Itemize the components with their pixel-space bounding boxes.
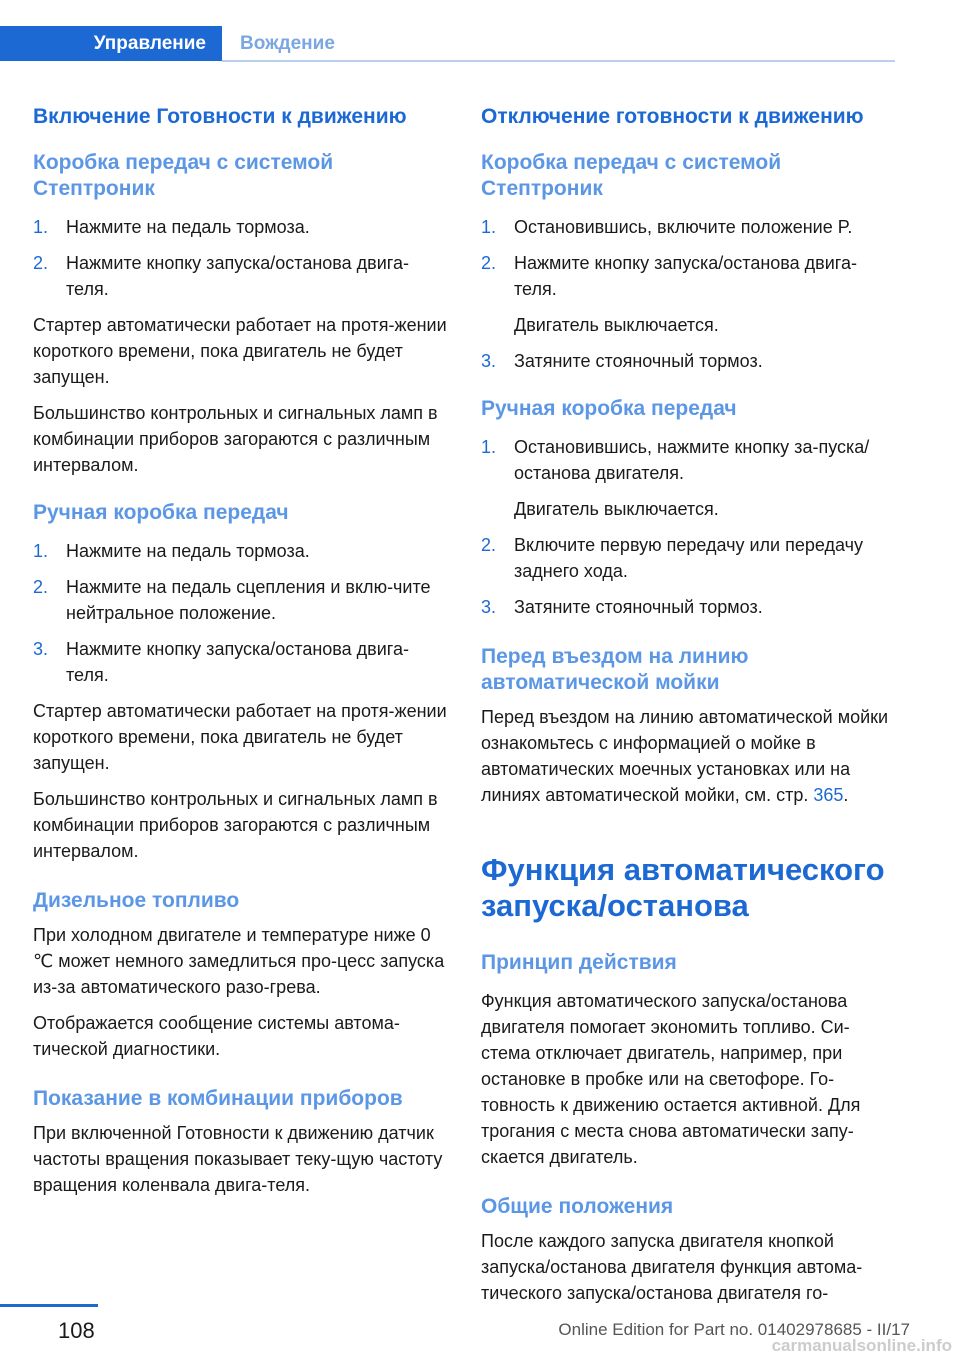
step-text: Включите первую передачу или передачу заднего хода. (514, 535, 863, 581)
step-number: 1. (481, 217, 497, 237)
subheading-manual-gearbox: Ручная коробка передач (481, 397, 737, 420)
step-note: Двигатель выключается. (514, 499, 719, 519)
step-number: 2. (33, 577, 49, 597)
main-title-auto-start-stop: Функция автоматического запуска/останова (481, 852, 885, 923)
steps-list (33, 538, 447, 688)
step-text: Затяните стояночный тормоз. (514, 351, 763, 371)
list-item (481, 214, 895, 240)
paragraph: При холодном двигателе и температуре ниже 0 ℃ может немного замедлиться про‐цесс запуска из-за автоматического разо‐грева. (33, 925, 445, 997)
footer-rule (0, 1304, 98, 1307)
paragraph-car-wash (481, 704, 895, 808)
subheading-steptronic: Коробка передач с системой Стептроник (481, 151, 782, 200)
step-text: Остановившись, включите положение P. (514, 217, 853, 237)
paragraph: При включенной Готовности к движению датчик частоты вращения показывает теку‐щую частоту вращения коленвала двига‐теля. (33, 1123, 443, 1195)
step-text: Нажмите кнопку запуска/останова двига‐теля. (66, 253, 409, 299)
step-number: 1. (33, 541, 49, 561)
step-number: 3. (33, 639, 49, 659)
step-number: 1. (33, 217, 49, 237)
paragraph: Функция автоматического запуска/останова двигателя помогает экономить топливо. Си‐стема отключает двигатель, например, при остановке в пробке или на светофоре. Го‐товность к движению остается активной. Для трогания с места снова автоматически запу‐скается двигатель. (481, 991, 861, 1167)
subheading-diesel: Дизельное топливо (33, 889, 240, 912)
subheading-manual-gearbox: Ручная коробка передач (33, 501, 289, 524)
watermark: carmanualsonline.info (771, 1336, 952, 1355)
step-text: Нажмите на педаль тормоза. (66, 541, 310, 561)
list-item (33, 538, 447, 564)
list-item (33, 214, 447, 240)
list-item (481, 434, 895, 522)
step-text: Нажмите кнопку запуска/останова двига‐теля. (514, 253, 857, 299)
paragraph-text: Перед въездом на линию автоматической мойки ознакомьтесь с информацией о мойке в автоматических моечных установках или на линиях автоматической мойки, см. стр. (481, 707, 889, 805)
page-number: 108 (58, 1318, 95, 1343)
list-item (481, 250, 895, 338)
step-number: 1. (481, 437, 497, 457)
step-text: Затяните стояночный тормоз. (514, 597, 763, 617)
edition-info: Online Edition for Part no. 01402978685 - II/17 (558, 1320, 910, 1339)
step-text: Нажмите на педаль тормоза. (66, 217, 310, 237)
section-title-readiness-off: Отключение готовности к движению (481, 105, 864, 128)
step-number: 2. (481, 535, 497, 555)
paragraph: Большинство контрольных и сигнальных ламп в комбинации приборов загораются с различным интервалом. (33, 789, 438, 861)
steps-list (481, 434, 895, 620)
subheading-steptronic: Коробка передач с системой Стептроник (33, 151, 334, 200)
paragraph-end: . (843, 785, 849, 805)
paragraph: Стартер автоматически работает на протя‐жении короткого времени, пока двигатель не будет запущен. (33, 315, 447, 387)
subheading-principle: Принцип действия (481, 951, 677, 974)
list-item (481, 594, 895, 620)
subheading-car-wash: Перед въездом на линию автоматической мойки (481, 645, 749, 694)
step-text: Нажмите кнопку запуска/останова двига‐теля. (66, 639, 409, 685)
header-rule (222, 60, 895, 62)
section-title-readiness-on: Включение Готовности к движению (33, 105, 407, 128)
paragraph: Большинство контрольных и сигнальных ламп в комбинации приборов загораются с различным интервалом. (33, 403, 438, 475)
step-number: 3. (481, 597, 497, 617)
step-number: 2. (33, 253, 49, 273)
list-item (481, 348, 895, 374)
left-column (33, 104, 447, 1208)
step-note: Двигатель выключается. (514, 315, 719, 335)
list-item (33, 574, 447, 626)
tab-control[interactable]: Управление (0, 26, 222, 61)
step-text: Нажмите на педаль сцепления и вклю‐чите нейтральное положение. (66, 577, 431, 623)
subheading-instrument-cluster: Показание в комбинации приборов (33, 1087, 403, 1110)
paragraph: Отображается сообщение системы автома‐тической диагностики. (33, 1013, 400, 1059)
paragraph: После каждого запуска двигателя кнопкой запуска/останова двигателя функция автома‐тического запуска/останова двигателя го‐ (481, 1231, 863, 1303)
right-column (481, 104, 895, 1316)
tab-driving[interactable]: Вождение (240, 32, 335, 54)
step-body (514, 250, 895, 338)
list-item (481, 532, 895, 584)
step-body (514, 434, 895, 522)
subheading-general: Общие положения (481, 1195, 674, 1218)
step-text: Остановившись, нажмите кнопку за‐пуска/останова двигателя. (514, 437, 870, 483)
page-header (0, 0, 960, 64)
paragraph: Стартер автоматически работает на протя‐жении короткого времени, пока двигатель не будет запущен. (33, 701, 447, 773)
step-number: 3. (481, 351, 497, 371)
list-item (33, 250, 447, 302)
steps-list (481, 214, 895, 374)
step-number: 2. (481, 253, 497, 273)
list-item (33, 636, 447, 688)
steps-list (33, 214, 447, 302)
page-reference-link[interactable]: 365 (813, 785, 844, 805)
